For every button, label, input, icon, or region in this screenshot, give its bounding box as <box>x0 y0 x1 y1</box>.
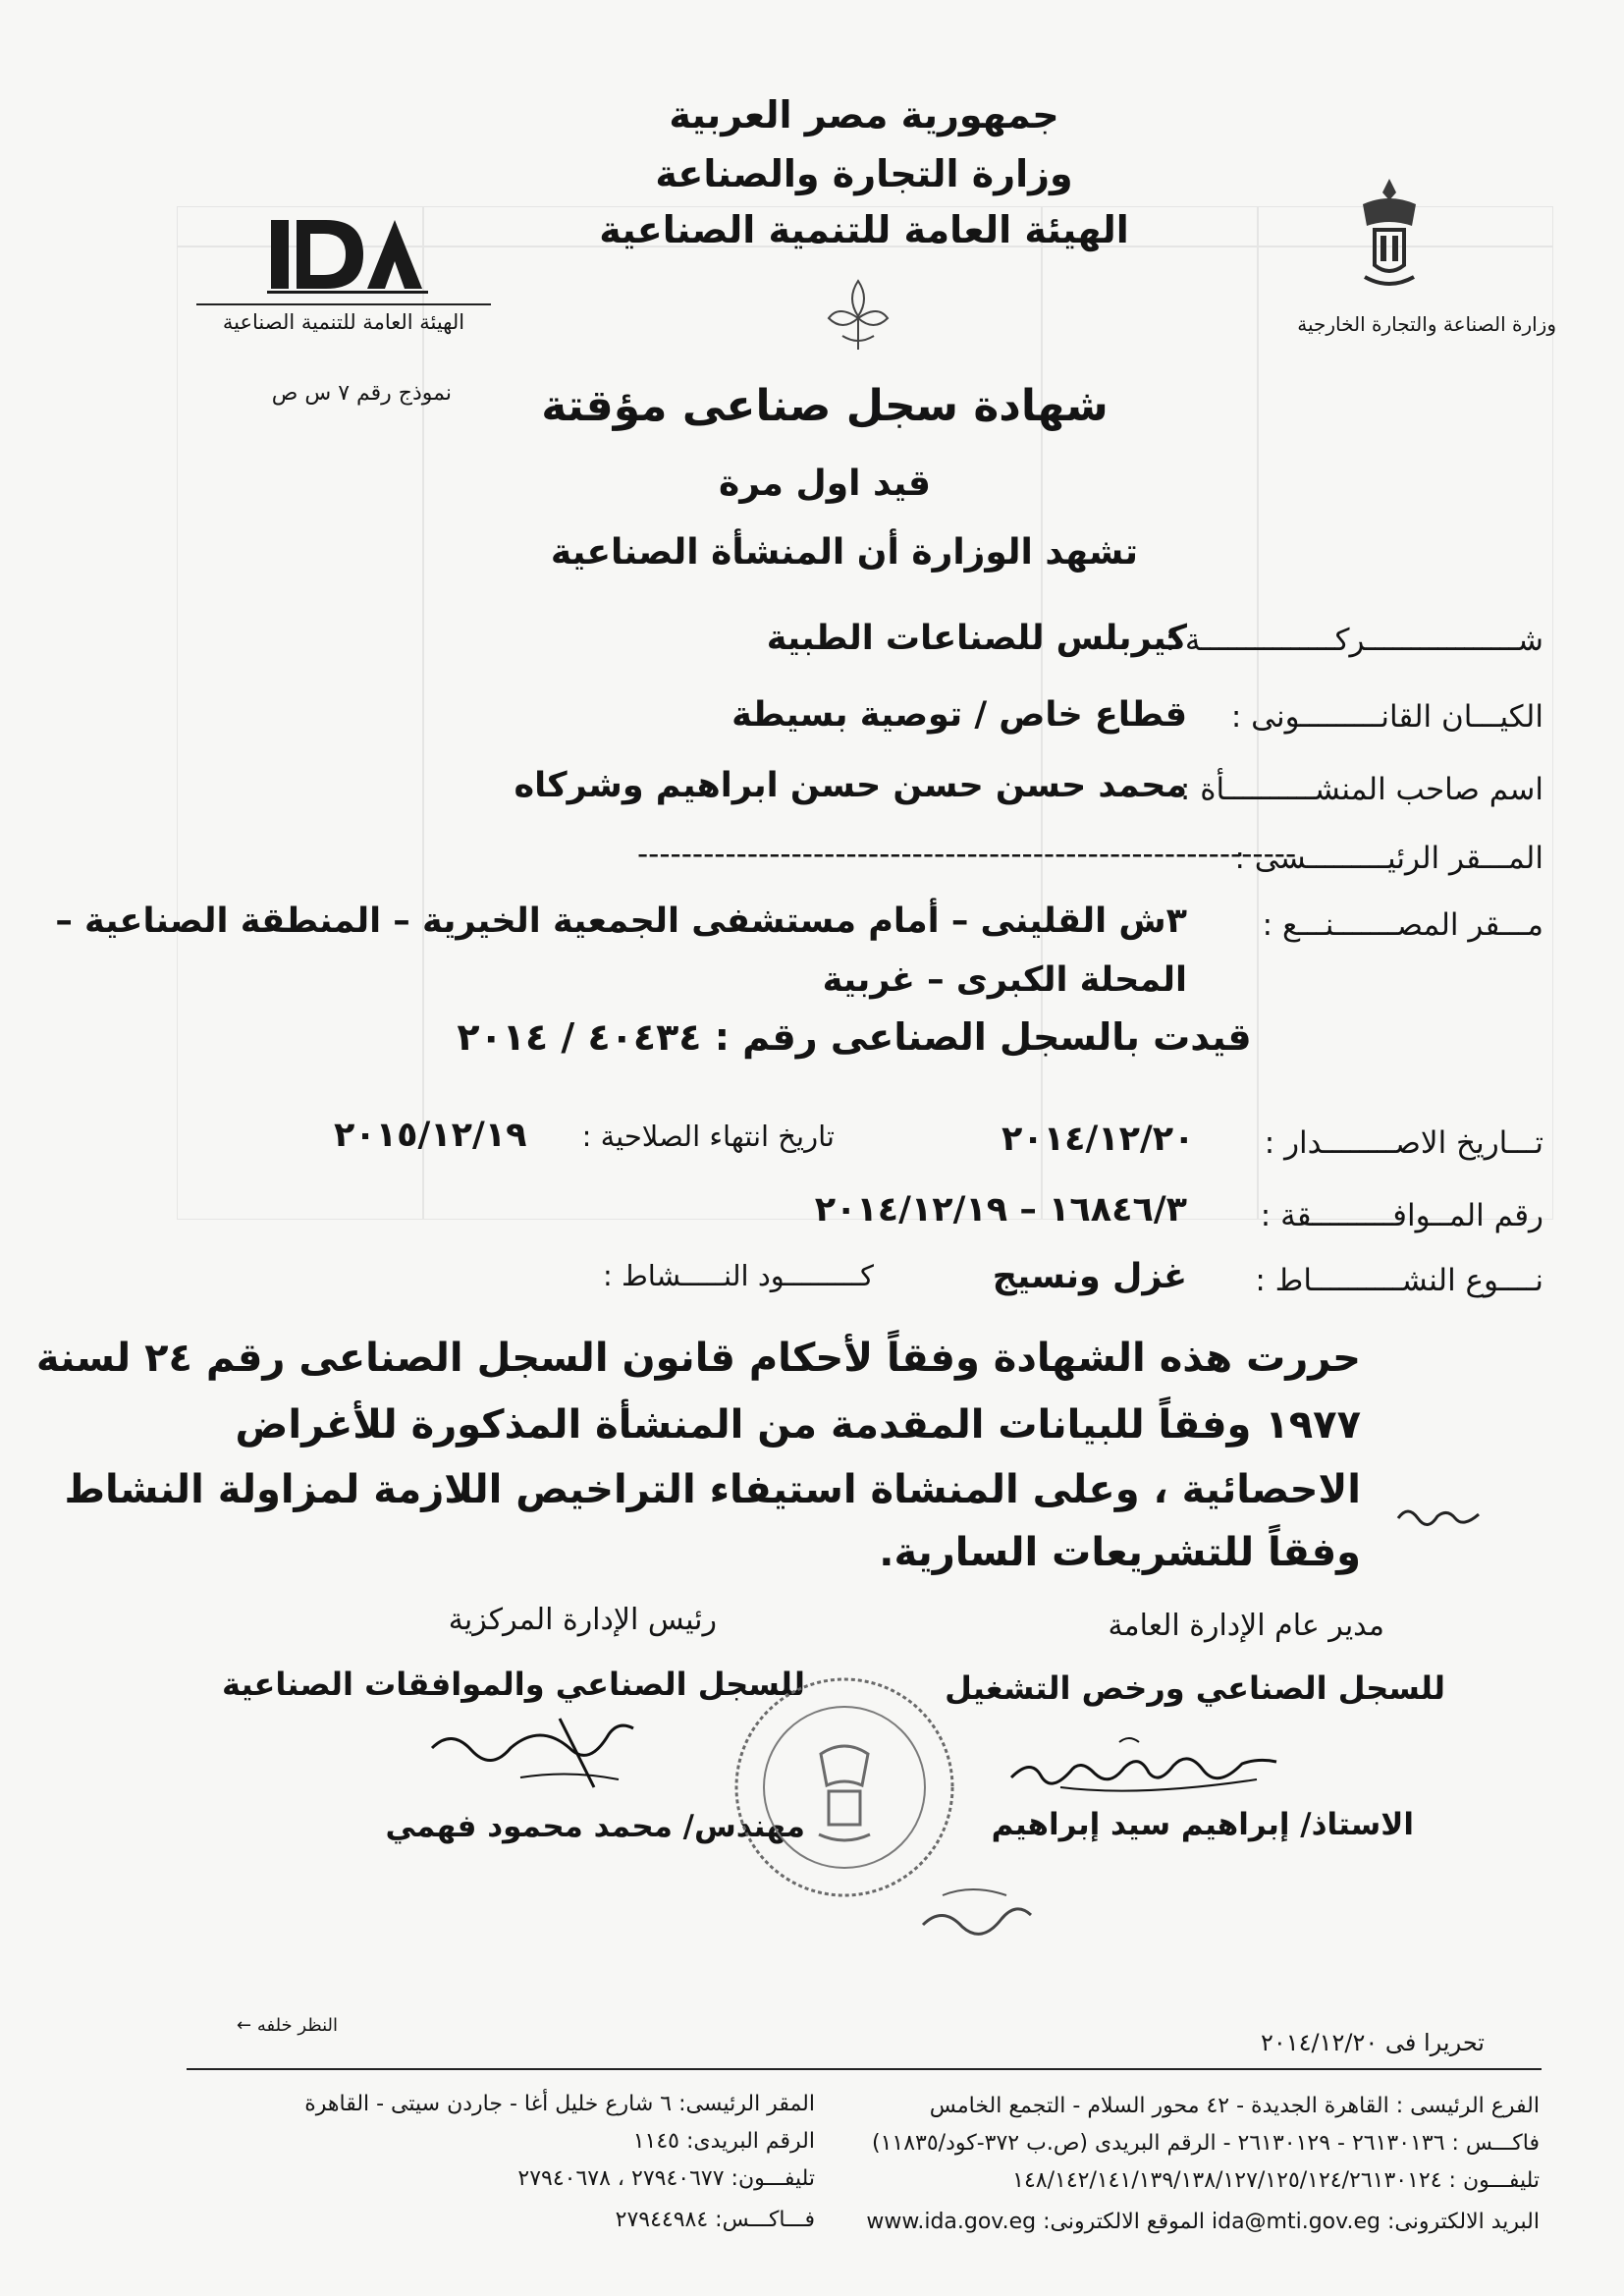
logo-underline <box>196 303 491 305</box>
header-authority: الهيئة العامة للتنمية الصناعية <box>599 208 1129 251</box>
factory-label: مـــقر المصـــــــنـــع : <box>1262 907 1543 943</box>
left-signature <box>422 1709 648 1807</box>
expiry-date-label: تاريخ انتهاء الصلاحية : <box>581 1120 835 1153</box>
approval-number-value: ١٦٨٤٦/٣ – ٢٠١٤/١٢/١٩ <box>814 1190 1187 1230</box>
left-signatory-title-1: رئيس الإدارة المركزية <box>448 1603 717 1637</box>
ministry-caption: وزارة الصناعة والتجارة الخارجية <box>1297 312 1556 336</box>
registry-number: قيدت بالسجل الصناعى رقم : ٤٠٤٣٤ / ٢٠١٤ <box>457 1015 1252 1059</box>
owner-label: اسم صاحب المنشــــــــــأة : <box>1179 772 1543 807</box>
body-line-2: ١٩٧٧ وفقاً للبيانات المقدمة من المنشأة المذكورة للأغراض <box>235 1402 1361 1448</box>
certificate-attest: تشهد الوزارة أن المنشأة الصناعية <box>550 532 1139 573</box>
margin-initials <box>1394 1501 1483 1530</box>
right-signature <box>1001 1728 1286 1817</box>
activity-code-label: كـــــــــود النـــــشاط : <box>602 1259 874 1292</box>
legal-entity-value: قطاع خاص / توصية بسيطة <box>731 695 1187 735</box>
issue-date-label: تـــاريخ الاصــــــــدار : <box>1264 1125 1543 1161</box>
body-line-3: الاحصائية ، وعلى المنشاة استيفاء التراخيص اللازمة لمزاولة النشاط <box>64 1467 1361 1512</box>
footer-left-line-1: المقر الرئيسى: ٦ شارع خليل أغا - جاردن سيتى - القاهرة <box>304 2092 815 2116</box>
owner-value: محمد حسن حسن حسن ابراهيم وشركاه <box>514 766 1187 805</box>
written-on-date: تحريرا فى ٢٠١٤/١٢/٢٠ <box>1260 2029 1485 2056</box>
activity-type-label: نــــوع النشــــــــــاط : <box>1255 1263 1543 1298</box>
right-signatory-name: الاستاذ/ إبراهيم سيد إبراهيم <box>991 1807 1414 1842</box>
factory-value-2: المحلة الكبرى – غربية <box>822 960 1187 1000</box>
approval-number-label: رقم المــوافـــــــــقة : <box>1260 1198 1543 1233</box>
footer-left-line-3: تليفـــون: ٢٧٩٤٠٦٧٧ ، ٢٧٩٤٠٦٧٨ <box>517 2166 815 2191</box>
issue-date-value: ٢٠١٤/١٢/٢٠ <box>1001 1120 1195 1159</box>
company-value: كيربلس للصناعات الطبية <box>766 619 1187 658</box>
footer-left-line-2: الرقم البريدى: ١١٤٥ <box>632 2129 815 2154</box>
header-country: جمهورية مصر العربية <box>669 93 1059 137</box>
header-ministry: وزارة التجارة والصناعة <box>655 152 1073 195</box>
legal-entity-label: الكيـــان القانـــــــــونى : <box>1230 699 1543 735</box>
expiry-date-value: ٢٠١٥/١٢/١٩ <box>334 1116 527 1155</box>
footer-divider <box>187 2068 1542 2070</box>
hq-label: المـــقر الرئيـــــــــسى : <box>1234 841 1543 876</box>
certificate-subtitle: قيد اول مرة <box>718 464 932 504</box>
ornament-icon <box>823 275 893 354</box>
body-line-1: حررت هذه الشهادة وفقاً لأحكام قانون السجل الصناعى رقم ٢٤ لسنة <box>35 1336 1361 1381</box>
footer-left-line-4: فـــاكـــس: ٢٧٩٤٤٩٨٤ <box>615 2208 815 2232</box>
stamp-handwritten-mark <box>913 1866 1041 1954</box>
ida-logo <box>265 214 432 295</box>
right-signatory-title-1: مدير عام الإدارة العامة <box>1108 1609 1384 1643</box>
body-line-4: وفقاً للتشريعات السارية. <box>879 1530 1361 1575</box>
factory-value-1: ٣ش القلينى – أمام مستشفى الجمعية الخيرية – المنطقة الصناعية – <box>55 902 1187 941</box>
footer-right-line-4: البريد الالكترونى: ida@mti.gov.eg الموقع الالكترونى: www.ida.gov.eg <box>866 2210 1540 2234</box>
company-label: شـــــــــــــــــركـــــــــــــــة : <box>1164 623 1543 658</box>
right-signatory-title-2: للسجل الصناعي ورخص التشغيل <box>945 1669 1445 1707</box>
see-back-note: النظر خلفه ← <box>237 2015 338 2036</box>
footer-right-line-1: الفرع الرئيسى : القاهرة الجديدة - ٤٢ محور السلام - التجمع الخامس <box>929 2094 1540 2118</box>
left-signatory-title-2: للسجل الصناعي والموافقات الصناعية <box>222 1666 805 1703</box>
ida-logo-caption: الهيئة العامة للتنمية الصناعية <box>222 310 465 334</box>
footer-right-line-3: تليفـــون : ١٤٨/١٤٢/١٤١/١٣٩/١٣٨/١٢٧/١٢٥/١٢٤/٢٦١٣٠١٢٤ <box>1012 2168 1540 2193</box>
certificate-title: شهادة سجل صناعى مؤقتة <box>541 381 1109 431</box>
left-signatory-name: مهندس/ محمد محمود فهمي <box>385 1809 805 1844</box>
ministry-eagle-emblem <box>1355 175 1424 298</box>
form-number: نموذج رقم ٧ س ص <box>271 381 452 406</box>
hq-value: ------------------------------------------------------------ <box>637 837 1297 872</box>
footer-right-line-2: فاكـــس : ٢٦١٣٠١٣٦ - ٢٦١٣٠١٢٩ - الرقم البريدى (ص.ب ٣٧٢-كود/١١٨٣٥) <box>871 2131 1540 2156</box>
activity-type-value: غزل ونسيج <box>992 1257 1187 1296</box>
